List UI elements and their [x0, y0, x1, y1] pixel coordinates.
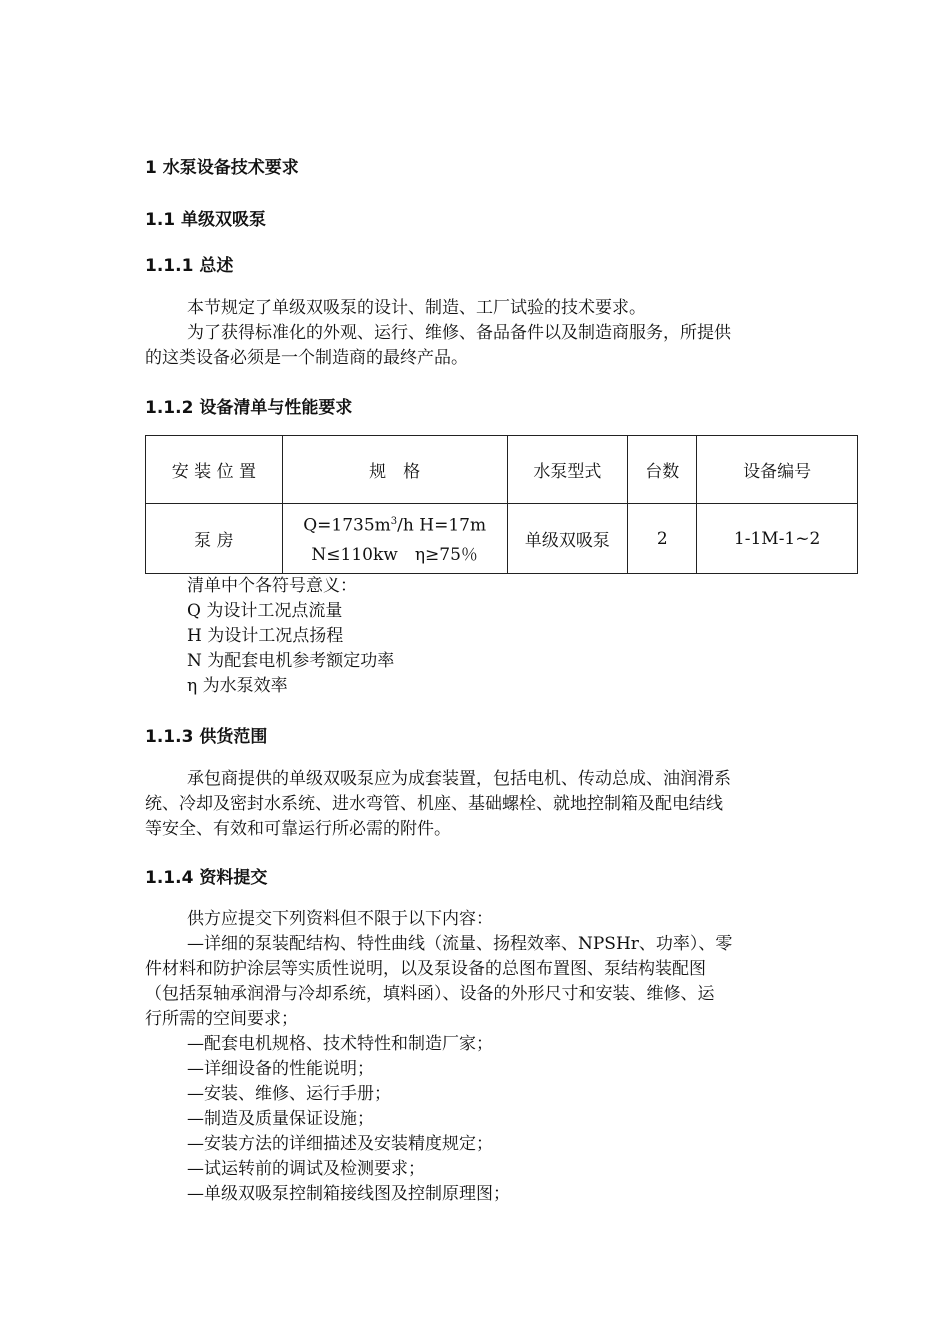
header-code: 设备编号: [697, 436, 858, 504]
overview-line: 的这类设备必须是一个制造商的最终产品。: [145, 348, 468, 368]
document-item: —配套电机规格、技术特性和制造厂家；: [187, 1034, 493, 1054]
spec-head: /h H=17m: [397, 515, 487, 536]
header-spec: 规 格: [282, 436, 507, 504]
scope-line: 等安全、有效和可靠运行所必需的附件。: [145, 819, 451, 839]
overview-paragraph: [145, 296, 825, 371]
document-item: —安装方法的详细描述及安装精度规定；: [187, 1134, 493, 1154]
cell-count: 2: [628, 504, 697, 574]
spec-line-2: N≤110kw η≥75％: [311, 545, 478, 566]
documents-list: [145, 907, 825, 1207]
document-item-continued: （包括泵轴承润滑与冷却系统，填料函）、设备的外形尺寸和安装、维修、运: [145, 984, 715, 1004]
symbol-item: η 为水泵效率: [187, 676, 288, 696]
symbol-item: N 为配套电机参考额定功率: [187, 651, 395, 671]
heading-1-1-4: 1.1.4 资料提交: [145, 868, 268, 888]
spec-line-1: [283, 507, 507, 541]
symbols-intro: 清单中个各符号意义：: [187, 576, 357, 596]
document-item: —安装、维修、运行手册；: [187, 1084, 391, 1104]
document-item: —单级双吸泵控制箱接线图及控制原理图；: [187, 1184, 510, 1204]
document-item: —详细设备的性能说明；: [187, 1059, 374, 1079]
header-location: 安 装 位 置: [146, 436, 283, 504]
spec-flow: Q=1735m: [303, 515, 391, 536]
heading-1-1-2: 1.1.2 设备清单与性能要求: [145, 398, 353, 418]
equipment-table: [145, 435, 858, 574]
cell-type: 单级双吸泵: [507, 504, 628, 574]
spec-superscript: 3: [390, 515, 398, 527]
cell-spec: [282, 504, 507, 574]
document-item-continued: 件材料和防护涂层等实质性说明，以及泵设备的总图布置图、泵结构装配图: [145, 959, 706, 979]
documents-intro: 供方应提交下列资料但不限于以下内容：: [187, 909, 493, 929]
document-item: —试运转前的调试及检测要求；: [187, 1159, 425, 1179]
scope-line: 统、冷却及密封水系统、进水弯管、机座、基础螺栓、就地控制箱及配电结线: [145, 794, 723, 814]
document-item-continued: 行所需的空间要求；: [145, 1009, 298, 1029]
overview-line: 为了获得标准化的外观、运行、维修、备品备件以及制造商服务，所提供: [187, 323, 731, 343]
symbol-item: Q 为设计工况点流量: [187, 601, 343, 621]
overview-line: 本节规定了单级双吸泵的设计、制造、工厂试验的技术要求。: [187, 298, 646, 318]
symbols-list: [145, 574, 825, 699]
scope-line: 承包商提供的单级双吸泵应为成套装置，包括电机、传动总成、油润滑系: [187, 769, 731, 789]
symbol-item: H 为设计工况点扬程: [187, 626, 344, 646]
table-row: [146, 504, 858, 574]
cell-code: 1-1M-1~2: [697, 504, 858, 574]
heading-1: 1 水泵设备技术要求: [145, 158, 299, 178]
header-count: 台数: [628, 436, 697, 504]
table-header-row: [146, 436, 858, 504]
header-type: 水泵型式: [507, 436, 628, 504]
heading-1-1-1: 1.1.1 总述: [145, 256, 234, 276]
scope-paragraph: [145, 767, 825, 842]
document-item: —详细的泵装配结构、特性曲线（流量、扬程效率、NPSHr、功率）、零: [187, 934, 733, 954]
heading-1-1: 1.1 单级双吸泵: [145, 210, 267, 230]
document-item: —制造及质量保证设施；: [187, 1109, 374, 1129]
heading-1-1-3: 1.1.3 供货范围: [145, 727, 268, 747]
cell-location: 泵 房: [146, 504, 283, 574]
